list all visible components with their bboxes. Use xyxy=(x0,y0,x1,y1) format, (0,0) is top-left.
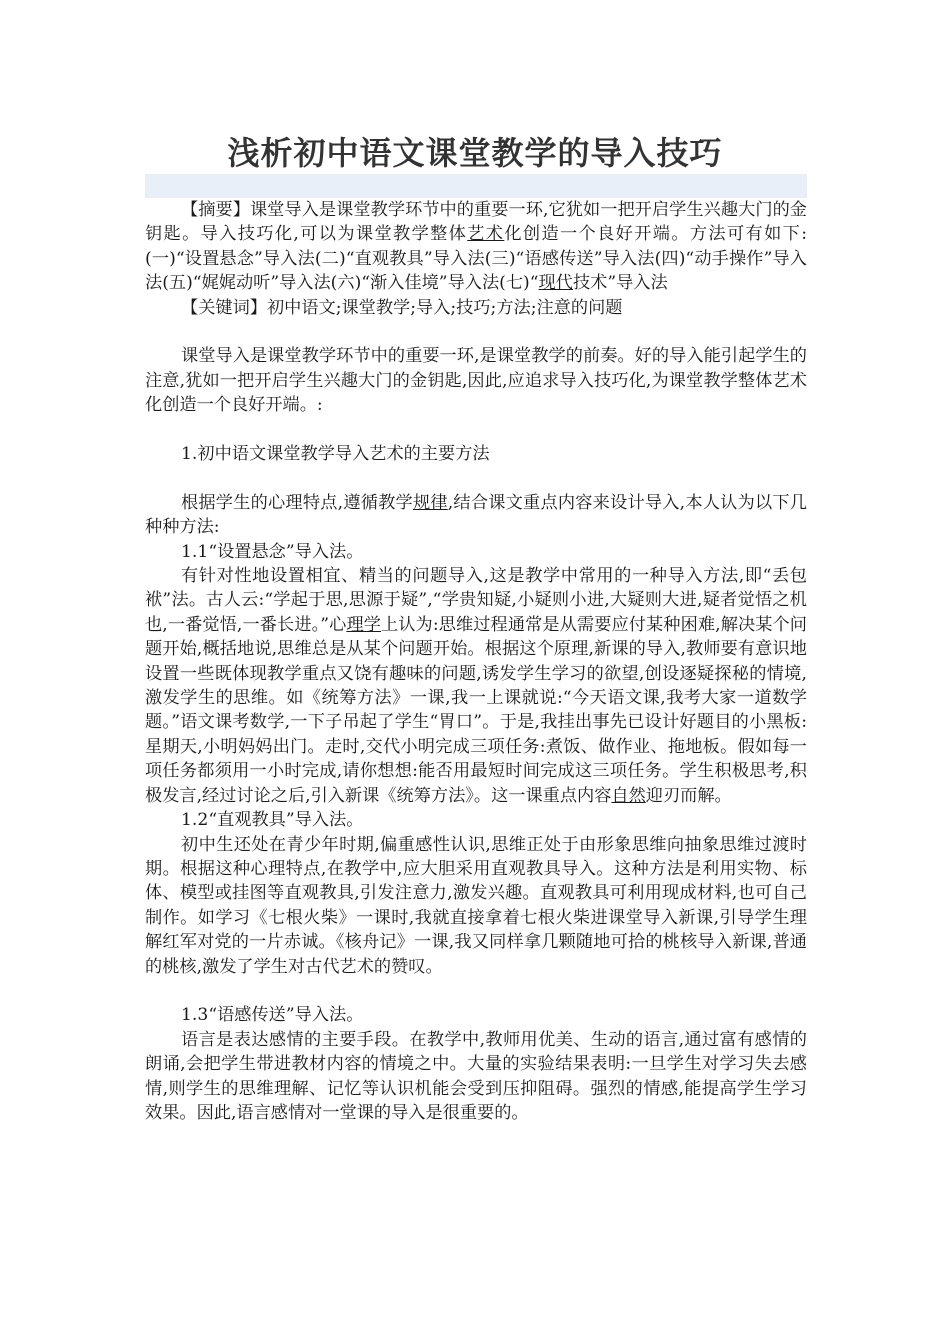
subsection-1-1-paragraph xyxy=(145,564,807,808)
spacer xyxy=(145,418,807,442)
subsection-1-2-heading: 1.2“直观教具”导入法。 xyxy=(181,810,364,831)
abstract-link-modern[interactable]: 现代 xyxy=(538,273,573,294)
subsection-1-3-paragraph: 语言是表达感情的主要手段。在教学中,教师用优美、生动的语言,通过富有感情的朗诵,会把学生带进教材内容的情境之中。大量的实验结果表明:一旦学生对学习失去感情,则学生的思维理解、记忆等认识机能会受到压抑阻碍。强烈的情感,能提高学生学习效果。因此,语言感情对一堂课的导入是很重要的。 xyxy=(145,1029,807,1123)
subsection-1-1-link-psychology[interactable]: 理学 xyxy=(346,614,381,635)
title-underline-band xyxy=(145,174,807,198)
document-title: 浅析初中语文课堂教学的导入技巧 xyxy=(227,134,723,172)
section1-intro-paragraph xyxy=(145,491,807,540)
abstract-text-1: 【摘要】课堂导入是课堂教学环节中的重要一环,它犹如一把开启学生兴趣大门的金钥匙。导入技巧化,可以为课堂教学整体 xyxy=(145,200,807,245)
keywords-paragraph: 【关键词】初中语文;课堂教学;导入;技巧;方法;注意的问题 xyxy=(181,297,623,318)
document-body xyxy=(145,198,807,1125)
subsection-1-1-text-1: 有针对性地设置相宜、精当的问题导入,这是教学中常用的一种导入方法,即“丢包袱”法。古人云:“学起于思,思源于疑”,“学贵知疑,小疑则小进,大疑则大进,疑者觉悟之机也,一番觉悟,一番长进。”心 xyxy=(145,566,807,635)
abstract-text-2: 化创造一个良好开端。方法可有如下:(一)“设置悬念”导入法(二)“直观教具”导入法(三)“语感传送”导入法(四)“动手操作”导入法(五)“娓娓动听”导入法(六)“渐入佳境”导入法(七)“ xyxy=(145,224,807,294)
subsection-1-1-text-3: 迎刃而解。 xyxy=(645,785,732,806)
subsection-1-2-paragraph: 初中生还处在青少年时期,偏重感性认识,思维正处于由形象思维向抽象思维过渡时期。根据这种心理特点,在教学中,应大胆采用直观教具导入。这种方法是利用实物、标体、模型或挂图等直观教具,引发注意力,激发兴趣。直观教具可利用现成材料,也可自己制作。如学习《七根火柴》一课时,我就直接拿着七根火柴进课堂导入新课,引导学生理解红军对党的一片赤诚。《核舟记》一课,我又同样拿几颗随地可拾的桃核导入新课,普通的桃核,激发了学生对古代艺术的赞叹。 xyxy=(145,834,807,977)
intro-paragraph: 课堂导入是课堂教学环节中的重要一环,是课堂教学的前奏。好的导入能引起学生的注意,犹如一把开启学生兴趣大门的金钥匙,因此,应追求导入技巧化,为课堂教学整体艺术化创造一个良好开端。: xyxy=(145,346,807,416)
subsection-1-1-text-2: 上认为:思维过程通常是从需要应付某种困难,解决某个问题开始,概括地说,思维总是从某个问题开始。根据这个原理,新课的导入,教师要有意识地设置一些既体现教学重点又饶有趣味的问题,诱发学生学习的欲望,创设逐疑探秘的情境,激发学生的思维。如《统筹方法》一课,我一上课就说:“今天语文课,我考大家一道数学题。”语文课考数学,一下子吊起了学生“胃口”。于是,我挂出事先已设计好题目的小黑板:星期天,小明妈妈出门。走时,交代小明完成三项任务:煮饭、做作业、拖地板。假如每一项任务都须用一小时完成,请你想想:能否用最短时间完成这三项任务。学生积极思考,积极发言,经过讨论之后,引入新课《统筹方法》。这一课重点内容 xyxy=(145,614,807,806)
abstract-paragraph xyxy=(145,198,807,296)
section1-heading: 1.初中语文课堂教学导入艺术的主要方法 xyxy=(181,444,490,465)
spacer xyxy=(145,320,807,344)
abstract-text-3: 技术”导入法 xyxy=(572,273,668,294)
section1-intro-text-2: ,结合课文重点内容来设计导入,本人认为以下几种种方法: xyxy=(145,492,807,538)
spacer xyxy=(145,466,807,490)
section1-link-rule[interactable]: 规律 xyxy=(412,492,448,513)
section1-intro-text-1: 根据学生的心理特点,遵循教学 xyxy=(181,492,413,513)
subsection-1-3-heading: 1.3“语感传送”导入法。 xyxy=(181,1005,364,1026)
abstract-link-art[interactable]: 艺术 xyxy=(467,224,505,245)
subsection-1-1-link-nature[interactable]: 自然 xyxy=(611,785,646,806)
subsection-1-1-heading: 1.1“设置悬念”导入法。 xyxy=(181,541,364,562)
spacer xyxy=(145,979,807,1003)
